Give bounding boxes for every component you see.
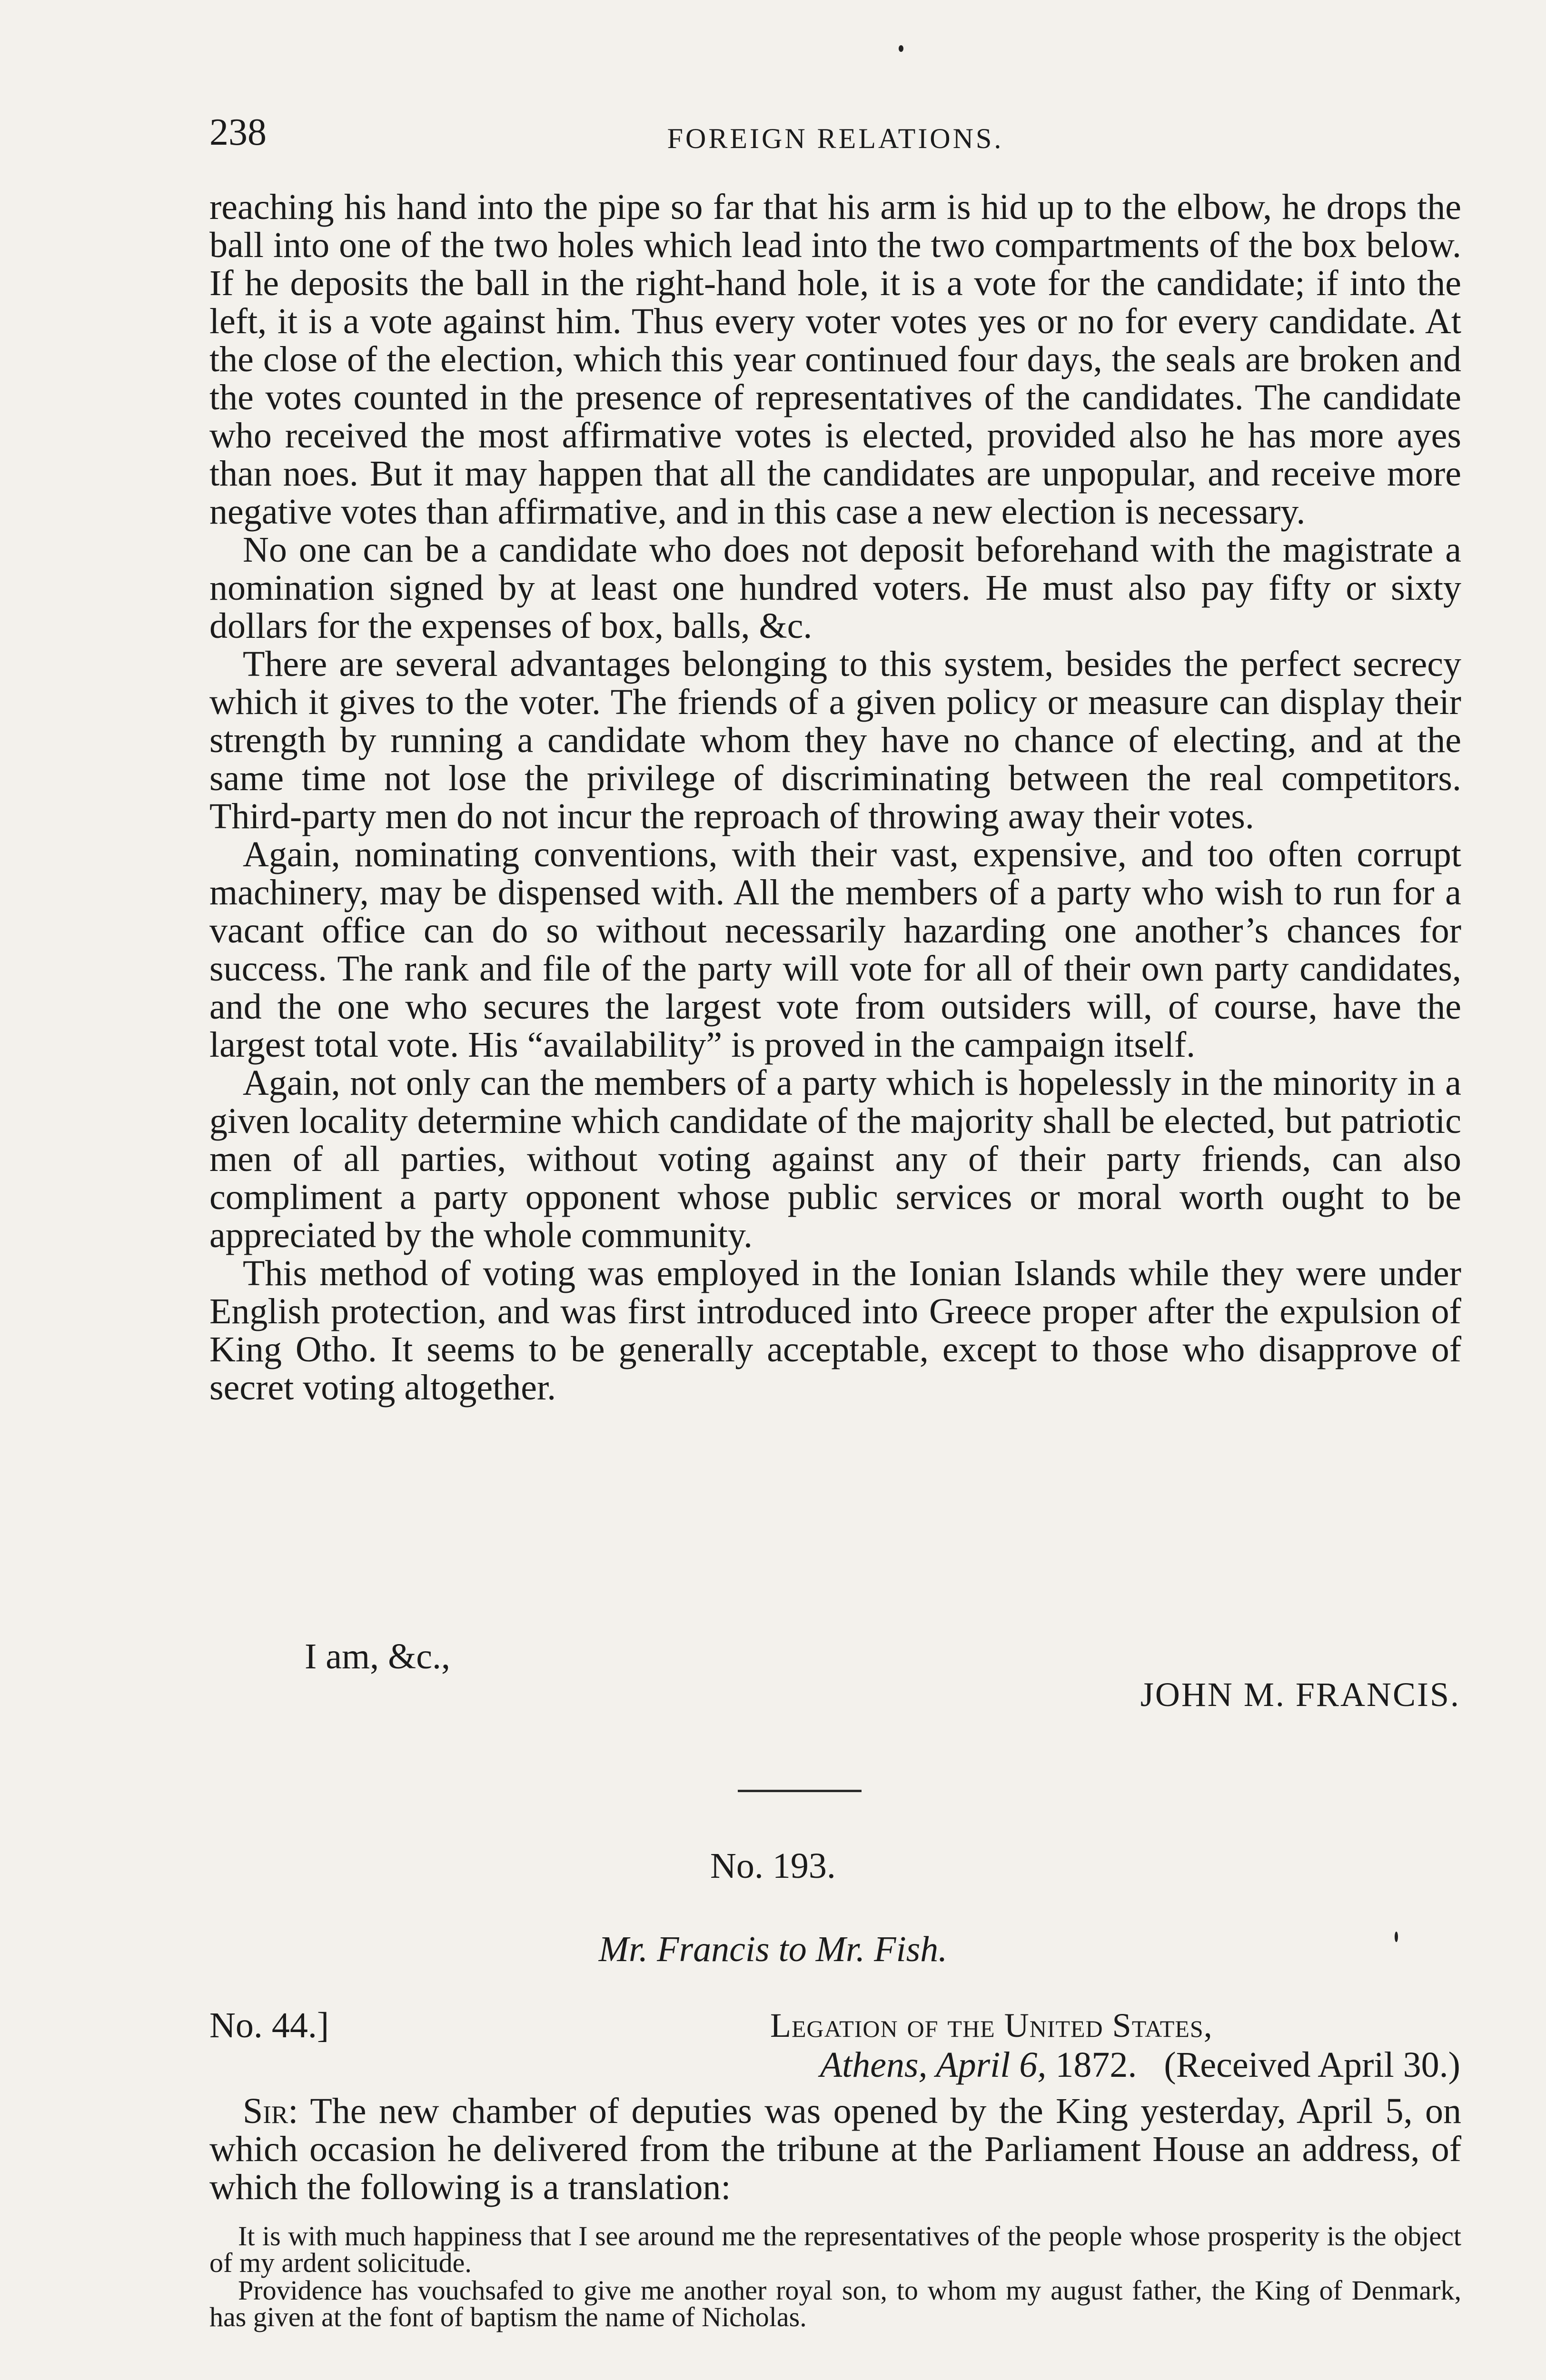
paragraph: This method of voting was employed in the Ionian Islands while they were under English protection, and was first introduced into Greece proper after the expulsion of King Otho. It seems to be generally acceptable, except to those who disapprove of secret voting altogether. — [209, 1253, 1461, 1408]
signature: JOHN M. FRANCIS. — [1140, 1676, 1460, 1714]
dispatch-reference: No. 44.] — [209, 2005, 329, 2045]
document-number: No. 193. — [710, 1846, 836, 1886]
running-head: FOREIGN RELATIONS. — [667, 123, 1004, 154]
paragraph: There are several advantages belonging to this system, besides the perfect secrecy which it gives to the voter. The friends of a given policy or measure can display their strength by running a candidate whom they have no chance of electing, and at the same time not lose the privilege of discriminating between the real competitors. Third-party men do not incur the reproach of throwing away their votes. — [209, 644, 1461, 836]
paragraph: Again, not only can the members of a party which is hopelessly in the minority in a given locality determine which candidate of the majority shall be elected, but patriotic men of all parties, without voting against any of their party friends, can also compliment a party opponent whose public services or moral worth ought to be appreciated by the whole community. — [209, 1063, 1461, 1255]
document-title: Mr. Francis to Mr. Fish. — [598, 1929, 948, 1969]
quoted-address — [209, 2223, 1461, 2331]
letter-body — [209, 2092, 1461, 2206]
page-number: 238 — [209, 111, 267, 153]
date-year: 1872. — [1055, 2045, 1137, 2085]
quote-paragraph: Providence has vouchsafed to give me another royal son, to whom my august father, the King of Denmark, has given at the font of baptism the name of Nicholas. — [209, 2275, 1461, 2332]
legation-line: Legation of the United States, — [770, 2006, 1213, 2044]
closing: I am, &c., — [305, 1636, 451, 1676]
body-text — [209, 188, 1461, 1407]
paragraph: Again, nominating conventions, with their vast, expensive, and too often corrupt machinery, may be dispensed with. All the members of a party who wish to run for a vacant office can do so without necessarily hazarding one another’s chances for success. The rank and file of the party will vote for all of their own party candidates, and the one who secures the largest vote from outsiders will, of course, have the largest total vote. His “availability” is proved in the campaign itself. — [209, 834, 1461, 1065]
paragraph: No one can be a candidate who does not deposit beforehand with the magistrate a nomination signed by at least one hundred voters. He must also pay fifty or sixty dollars for the expenses of box, balls, &c. — [209, 530, 1461, 646]
received-date: (Received April 30.) — [1164, 2045, 1460, 2085]
paragraph: reaching his hand into the pipe so far that his arm is hid up to the elbow, he drops the ball into one of the two holes which lead into the two compartments of the box below. If he deposits the ball in the right-hand hole, it is a vote for the candidate; if into the left, it is a vote against him. Thus every voter votes yes or no for every candidate. At the close of the election, which this year continued four days, the seals are broken and the votes counted in the presence of representatives of the candidates. The candidate who received the most affirmative votes is elected, provided also he has more ayes than noes. But it may happen that all the candidates are unpopular, and receive more negative votes than affirmative, and in this case a new election is necessary. — [209, 187, 1461, 532]
dateline — [613, 2046, 1460, 2084]
quote-paragraph: It is with much happiness that I see around me the representatives of the people whose prosperity is the object of my ardent solicitude. — [209, 2221, 1461, 2278]
place-date: Athens, April 6, — [820, 2045, 1047, 2085]
section-divider — [738, 1790, 862, 1792]
letter-paragraph — [209, 2092, 1461, 2206]
salutation: Sir: — [243, 2091, 298, 2131]
letter-text: The new chamber of deputies was opened by the King yesterday, April 5, on which occasion he delivered from the tribune at the Parliament House an address, of which the following is a translation: — [209, 2091, 1461, 2207]
ink-speck — [899, 45, 903, 52]
page-header — [209, 109, 1461, 161]
